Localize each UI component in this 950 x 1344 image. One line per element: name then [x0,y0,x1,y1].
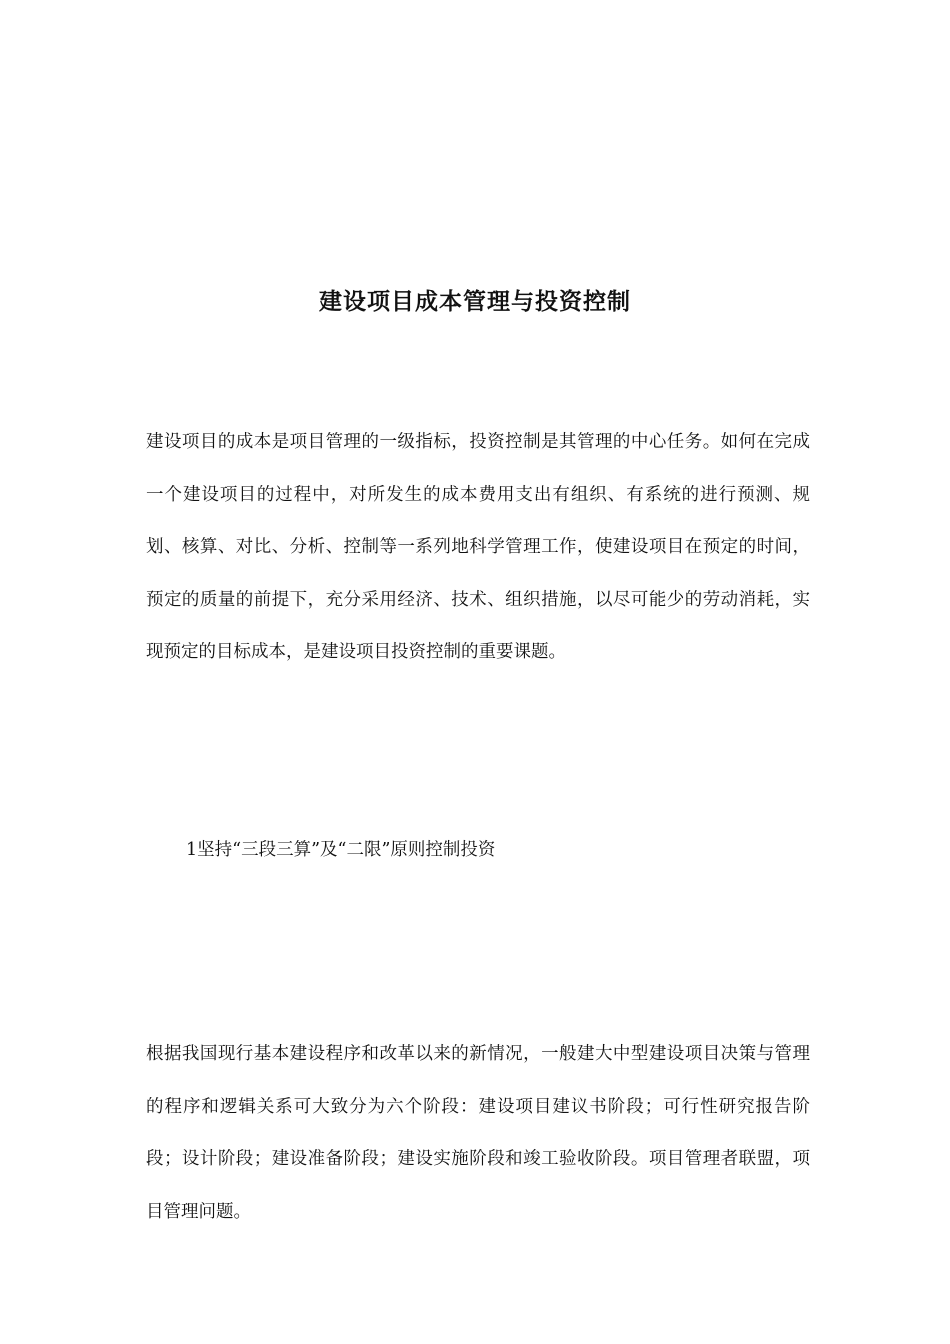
intro-paragraph: 建设项目的成本是项目管理的一级指标，投资控制是其管理的中心任务。如何在完成一个建设项目的过程中，对所发生的成本费用支出有组织、有系统的进行预测、规划、核算、对比、分析、控制等一系列地科学管理工作，使建设项目在预定的时间，预定的质量的前提下，充分采用经济、技术、组织措施，以尽可能少的劳动消耗，实现预定的目标成本，是建设项目投资控制的重要课题。 [146,432,810,662]
section-heading: 1坚持“三段三算”及“二限”原则控制投资 [186,840,496,860]
body-paragraph: 根据我国现行基本建设程序和改革以来的新情况，一般建大中型建设项目决策与管理的程序和逻辑关系可大致分为六个阶段：建设项目建议书阶段；可行性研究报告阶段；设计阶段；建设准备阶段；建设实施阶段和竣工验收阶段。项目管理者联盟，项目管理问题。 [146,1044,810,1222]
document-title: 建设项目成本管理与投资控制 [319,288,631,316]
